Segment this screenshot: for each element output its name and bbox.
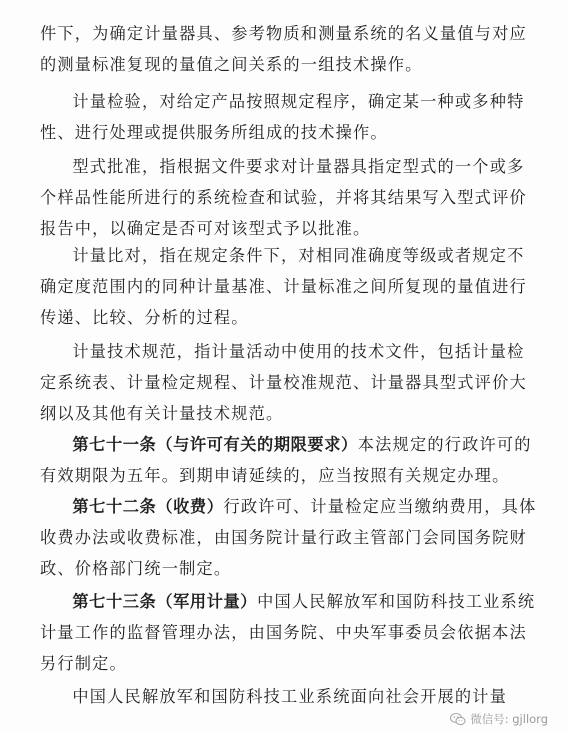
article-73-body: 中国人民解放军和国防科技工业系统计量工作的监督管理办法，由国务院、中央军事委员会依据本法另行制定。 — [40, 592, 536, 674]
paragraph-metrological-comparison: 计量比对，指在规定条件下，对相同准确度等级或者规定不确定度范围内的同种计量基准、计量标准之间所复现的量值进行传递、比较、分析的过程。 — [40, 246, 527, 328]
article-71-heading: 第七十一条（与许可有关的期限要求） — [72, 435, 358, 454]
article-72-heading: 第七十二条（收费） — [72, 497, 224, 516]
article-71 — [40, 429, 540, 491]
watermark-text: 微信号: gjllorg — [470, 712, 548, 726]
watermark — [450, 711, 548, 727]
article-72 — [40, 491, 540, 585]
article-72-body: 行政许可、计量检定应当缴纳费用，具体收费办法或收费标准，由国务院计量行政主管部门会同国务院财政、价格部门统一制定。 — [40, 497, 537, 579]
paragraph-technical-specifications: 计量技术规范，指计量活动中使用的技术文件，包括计量检定系统表、计量检定规程、计量校准规范、计量器具型式评价大纲以及其他有关计量技术规范。 — [40, 342, 527, 424]
paragraph-final-partial: 中国人民解放军和国防科技工业系统面向社会开展的计量 — [72, 687, 508, 706]
paragraph-pattern-approval: 型式批准，指根据文件要求对计量器具指定型式的一个或多个样品性能所进行的系统检查和试验，并将其结果写入型式评价报告中，以确定是否可对该型式予以批准。 — [40, 157, 527, 239]
wechat-icon — [450, 712, 466, 726]
paragraph-metrological-verification: 计量检验，对给定产品按照规定程序，确定某一种或多种特性、进行处理或提供服务所组成的技术操作。 — [40, 92, 525, 143]
article-73 — [40, 586, 540, 680]
paragraph-continued: 件下，为确定计量器具、参考物质和测量系统的名义量值与对应的测量标准复现的量值之间关系的一组技术操作。 — [40, 24, 527, 75]
article-73-heading: 第七十三条（军用计量） — [72, 592, 258, 611]
article-71-body: 本法规定的行政许可的有效期限为五年。到期申请延续的，应当按照有关规定办理。 — [40, 435, 532, 486]
